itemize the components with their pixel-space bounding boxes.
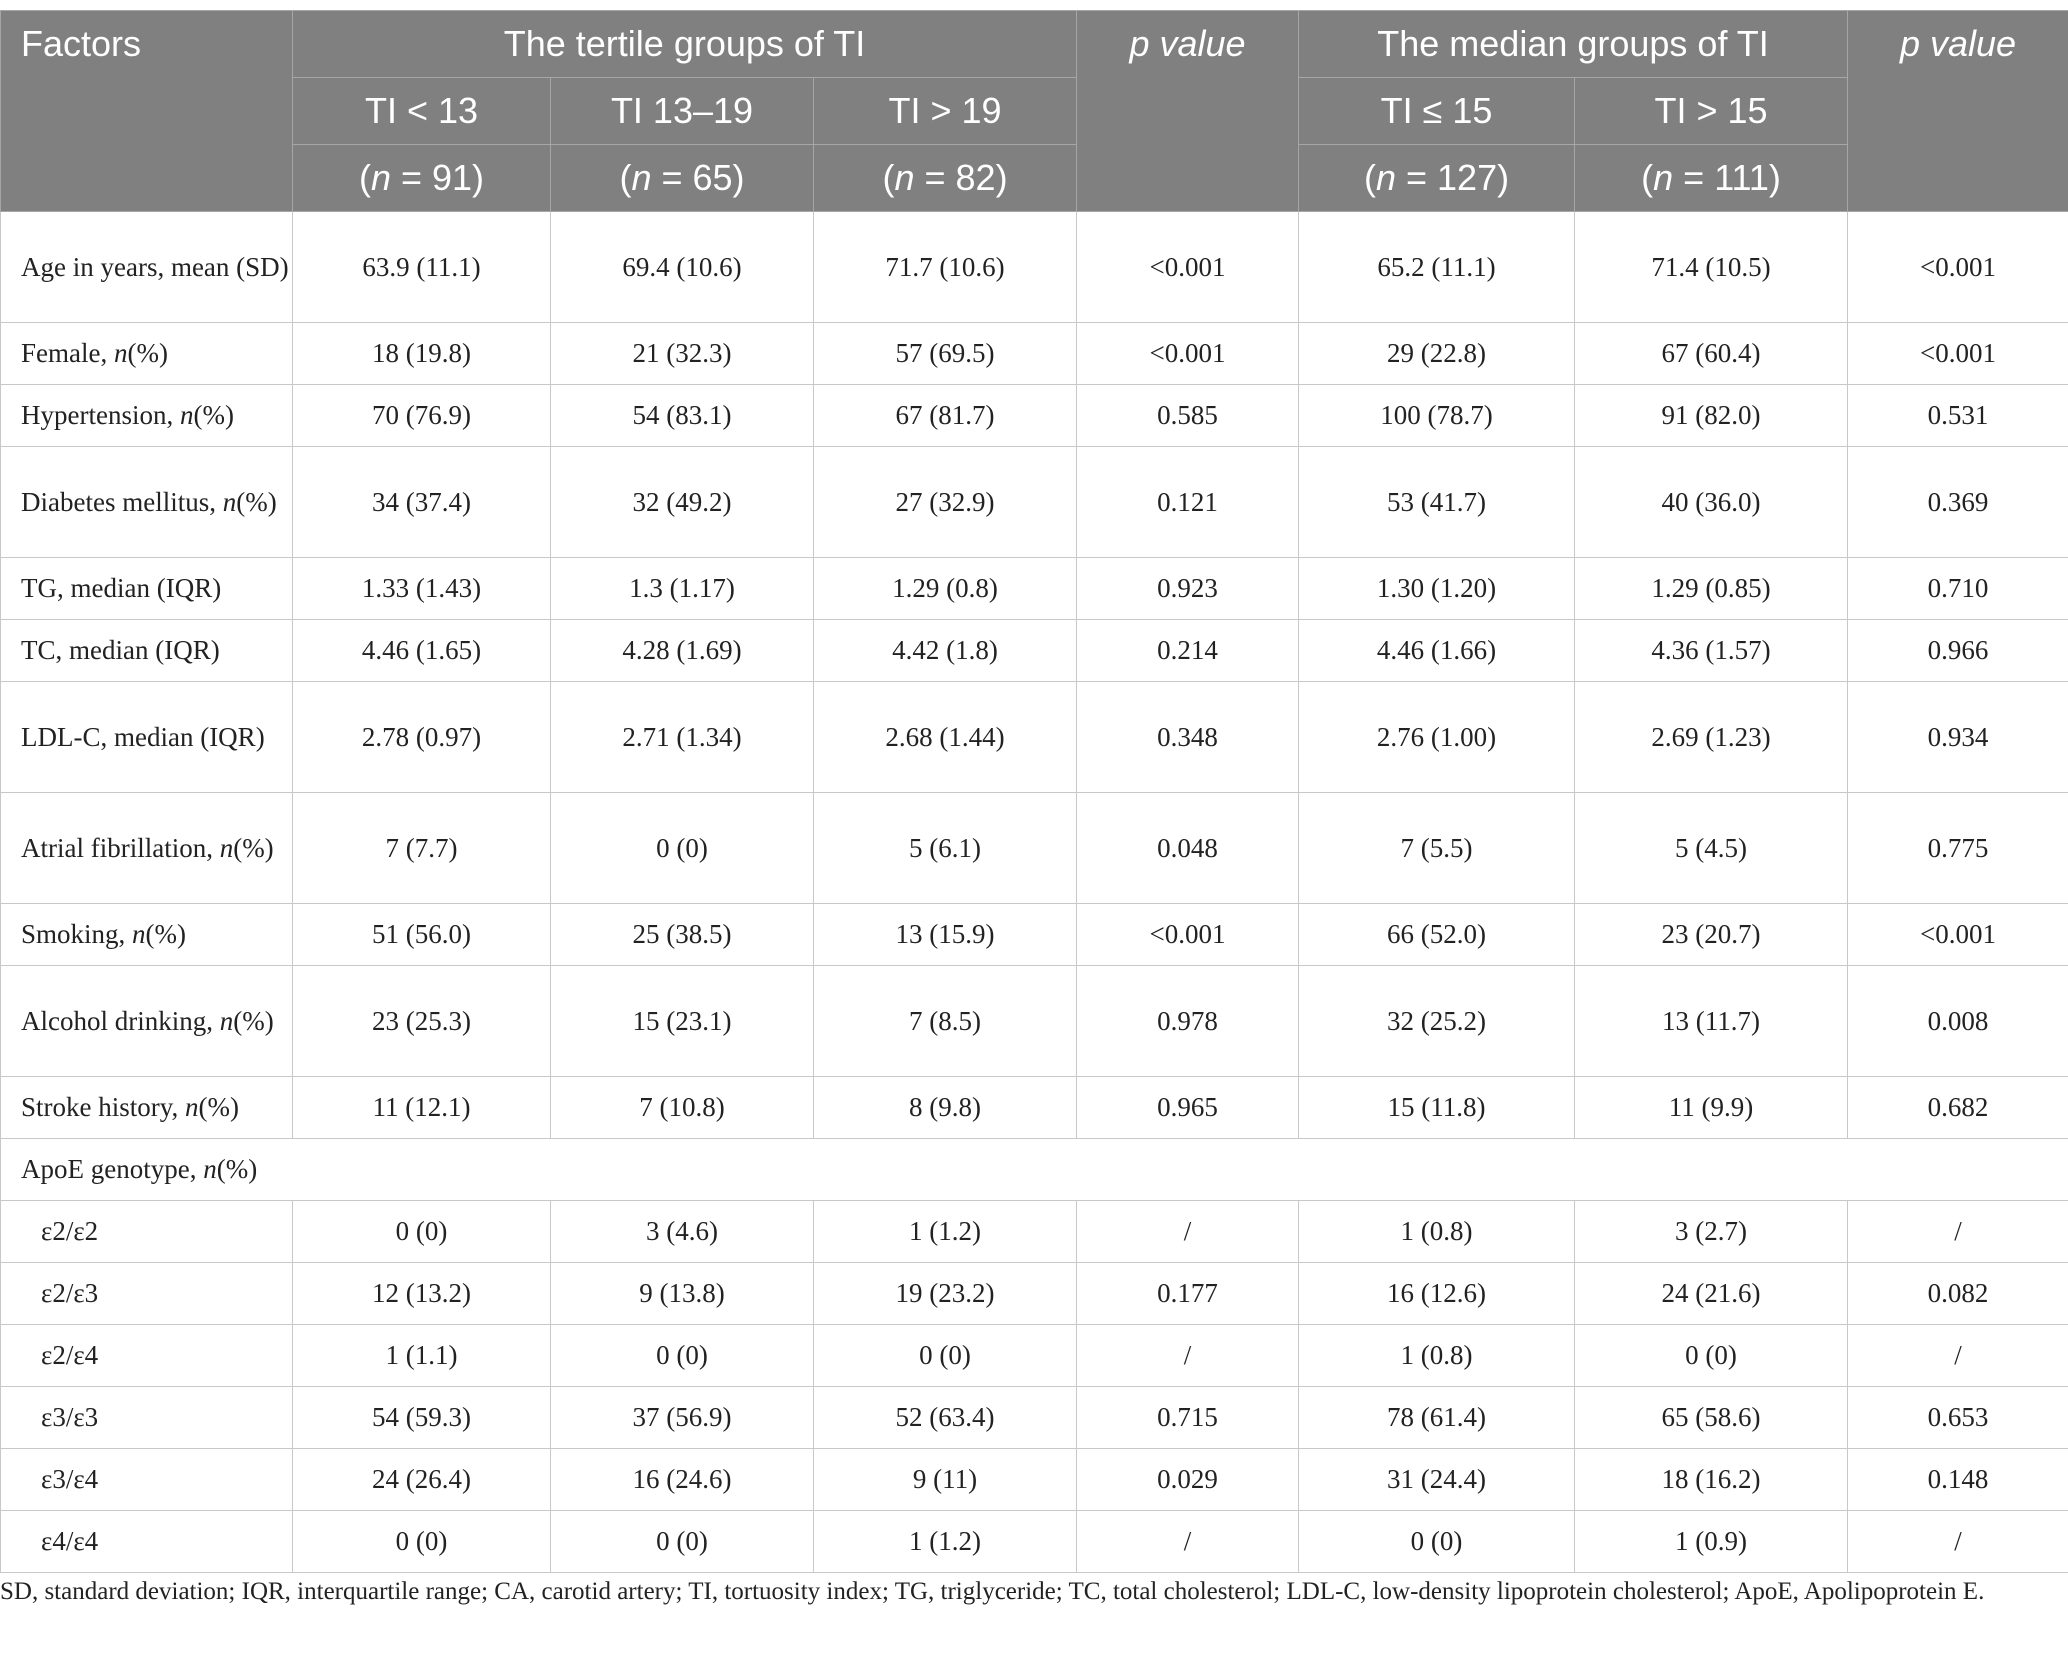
value-cell: 7 (10.8) [551, 1077, 814, 1139]
value-cell: 100 (78.7) [1299, 385, 1575, 447]
value-cell: 4.46 (1.66) [1299, 620, 1575, 682]
header-p-value-median [1848, 11, 2068, 212]
header-tertile-col-3: TI > 19 [814, 78, 1077, 145]
value-cell: 1.29 (0.85) [1575, 558, 1848, 620]
header-median-n-2: (n = 111) [1575, 145, 1848, 212]
value-cell: 11 (9.9) [1575, 1077, 1848, 1139]
value-cell: 13 (11.7) [1575, 966, 1848, 1077]
value-cell: 4.28 (1.69) [551, 620, 814, 682]
value-cell: 19 (23.2) [814, 1263, 1077, 1325]
value-cell: 2.69 (1.23) [1575, 682, 1848, 793]
table-row [1, 447, 2068, 558]
row-label: LDL-C, median (IQR) [1, 682, 293, 793]
value-cell: 15 (11.8) [1299, 1077, 1575, 1139]
value-cell: 37 (56.9) [551, 1387, 814, 1449]
value-cell: 24 (21.6) [1575, 1263, 1848, 1325]
value-cell: 8 (9.8) [814, 1077, 1077, 1139]
value-cell: 0 (0) [814, 1325, 1077, 1387]
p-value-cell: 0.348 [1077, 682, 1299, 793]
value-cell: 7 (7.7) [293, 793, 551, 904]
p-value-cell: 0.715 [1077, 1387, 1299, 1449]
value-cell: 1 (0.8) [1299, 1201, 1575, 1263]
value-cell: 66 (52.0) [1299, 904, 1575, 966]
p-value-cell: 0.148 [1848, 1449, 2068, 1511]
p-value-cell: 0.369 [1848, 447, 2068, 558]
header-tertile-groups: The tertile groups of TI [293, 11, 1077, 78]
value-cell: 1 (1.2) [814, 1201, 1077, 1263]
p-value-cell: 0.965 [1077, 1077, 1299, 1139]
value-cell: 7 (5.5) [1299, 793, 1575, 904]
row-label: ε2/ε2 [1, 1201, 293, 1263]
value-cell: 4.36 (1.57) [1575, 620, 1848, 682]
value-cell: 1 (1.1) [293, 1325, 551, 1387]
table-footnote: SD, standard deviation; IQR, interquartile range; CA, carotid artery; TI, tortuosity index; TG, triglyceride; TC, total cholesterol; LDL-C, low-density lipoprotein cholesterol; ApoE, Apolipoprotein E. [0, 1578, 1985, 1605]
value-cell: 40 (36.0) [1575, 447, 1848, 558]
p-value-cell: 0.177 [1077, 1263, 1299, 1325]
p-value-cell: / [1077, 1201, 1299, 1263]
value-cell: 2.76 (1.00) [1299, 682, 1575, 793]
p-value-cell: 0.048 [1077, 793, 1299, 904]
p-value-cell: 0.978 [1077, 966, 1299, 1077]
value-cell: 1.3 (1.17) [551, 558, 814, 620]
value-cell: 71.7 (10.6) [814, 212, 1077, 323]
row-label: ε4/ε4 [1, 1511, 293, 1573]
value-cell: 7 (8.5) [814, 966, 1077, 1077]
value-cell: 0 (0) [293, 1201, 551, 1263]
p-value-cell: / [1077, 1325, 1299, 1387]
value-cell: 21 (32.3) [551, 323, 814, 385]
value-cell: 16 (12.6) [1299, 1263, 1575, 1325]
value-cell: 54 (83.1) [551, 385, 814, 447]
value-cell: 52 (63.4) [814, 1387, 1077, 1449]
value-cell: 23 (25.3) [293, 966, 551, 1077]
value-cell: 57 (69.5) [814, 323, 1077, 385]
p-value-cell: 0.653 [1848, 1387, 2068, 1449]
value-cell: 0 (0) [551, 1511, 814, 1573]
value-cell: 78 (61.4) [1299, 1387, 1575, 1449]
table-row [1, 966, 2068, 1077]
value-cell: 2.71 (1.34) [551, 682, 814, 793]
value-cell: 1 (1.2) [814, 1511, 1077, 1573]
p-value-cell: 0.121 [1077, 447, 1299, 558]
p-value-cell: / [1848, 1511, 2068, 1573]
row-label: ε3/ε3 [1, 1387, 293, 1449]
p-value-cell: <0.001 [1848, 323, 2068, 385]
value-cell: 25 (38.5) [551, 904, 814, 966]
p-value-cell: 0.029 [1077, 1449, 1299, 1511]
value-cell: 9 (13.8) [551, 1263, 814, 1325]
value-cell: 5 (4.5) [1575, 793, 1848, 904]
p-value-cell: / [1848, 1201, 2068, 1263]
row-label: Diabetes mellitus, n(%) [1, 447, 293, 558]
table-row [1, 212, 2068, 323]
table-row [1, 904, 2068, 966]
value-cell: 54 (59.3) [293, 1387, 551, 1449]
header-tertile-col-2: TI 13–19 [551, 78, 814, 145]
value-cell: 9 (11) [814, 1449, 1077, 1511]
value-cell: 65.2 (11.1) [1299, 212, 1575, 323]
value-cell: 67 (81.7) [814, 385, 1077, 447]
value-cell: 15 (23.1) [551, 966, 814, 1077]
p-value-cell: 0.214 [1077, 620, 1299, 682]
value-cell: 23 (20.7) [1575, 904, 1848, 966]
header-median-col-2: TI > 15 [1575, 78, 1848, 145]
table-row [1, 1139, 2068, 1201]
table-row [1, 1077, 2068, 1139]
value-cell: 12 (13.2) [293, 1263, 551, 1325]
p-value-cell: <0.001 [1848, 904, 2068, 966]
p-value-cell: 0.775 [1848, 793, 2068, 904]
table-row [1, 1511, 2068, 1573]
p-value-cell: <0.001 [1077, 323, 1299, 385]
value-cell: 13 (15.9) [814, 904, 1077, 966]
table-row [1, 558, 2068, 620]
row-label: Alcohol drinking, n(%) [1, 966, 293, 1077]
row-label: TG, median (IQR) [1, 558, 293, 620]
row-label: Female, n(%) [1, 323, 293, 385]
value-cell: 4.46 (1.65) [293, 620, 551, 682]
table-row [1, 1263, 2068, 1325]
value-cell: 1 (0.8) [1299, 1325, 1575, 1387]
header-median-col-1: TI ≤ 15 [1299, 78, 1575, 145]
value-cell: 69.4 (10.6) [551, 212, 814, 323]
p-value-label: p value [1129, 23, 1246, 64]
value-cell: 70 (76.9) [293, 385, 551, 447]
value-cell: 34 (37.4) [293, 447, 551, 558]
table-row [1, 793, 2068, 904]
category-label: ApoE genotype, n(%) [1, 1139, 2068, 1201]
table-header [1, 11, 2068, 212]
value-cell: 2.78 (0.97) [293, 682, 551, 793]
table-row [1, 1449, 2068, 1511]
header-median-groups: The median groups of TI [1299, 11, 1848, 78]
p-value-cell: 0.966 [1848, 620, 2068, 682]
value-cell: 67 (60.4) [1575, 323, 1848, 385]
p-value-label: p value [1899, 23, 2017, 64]
value-cell: 31 (24.4) [1299, 1449, 1575, 1511]
header-tertile-n-1: (n = 91) [293, 145, 551, 212]
value-cell: 0 (0) [293, 1511, 551, 1573]
header-p-value-tertile [1077, 11, 1299, 212]
value-cell: 3 (4.6) [551, 1201, 814, 1263]
row-label: ε3/ε4 [1, 1449, 293, 1511]
header-median-n-1: (n = 127) [1299, 145, 1575, 212]
value-cell: 53 (41.7) [1299, 447, 1575, 558]
p-value-cell: 0.585 [1077, 385, 1299, 447]
p-value-cell: / [1848, 1325, 2068, 1387]
value-cell: 0 (0) [551, 1325, 814, 1387]
header-tertile-n-2: (n = 65) [551, 145, 814, 212]
value-cell: 91 (82.0) [1575, 385, 1848, 447]
value-cell: 18 (16.2) [1575, 1449, 1848, 1511]
row-label: Atrial fibrillation, n(%) [1, 793, 293, 904]
value-cell: 71.4 (10.5) [1575, 212, 1848, 323]
value-cell: 16 (24.6) [551, 1449, 814, 1511]
value-cell: 63.9 (11.1) [293, 212, 551, 323]
value-cell: 1.30 (1.20) [1299, 558, 1575, 620]
row-label: Hypertension, n(%) [1, 385, 293, 447]
value-cell: 0 (0) [551, 793, 814, 904]
value-cell: 65 (58.6) [1575, 1387, 1848, 1449]
p-value-cell: <0.001 [1077, 212, 1299, 323]
baseline-characteristics-table [0, 10, 2068, 1573]
p-value-cell: 0.923 [1077, 558, 1299, 620]
value-cell: 1.33 (1.43) [293, 558, 551, 620]
table-row [1, 1387, 2068, 1449]
row-label: Smoking, n(%) [1, 904, 293, 966]
value-cell: 5 (6.1) [814, 793, 1077, 904]
value-cell: 2.68 (1.44) [814, 682, 1077, 793]
value-cell: 27 (32.9) [814, 447, 1077, 558]
table-row [1, 1325, 2068, 1387]
header-tertile-n-3: (n = 82) [814, 145, 1077, 212]
row-label: Stroke history, n(%) [1, 1077, 293, 1139]
value-cell: 0 (0) [1575, 1325, 1848, 1387]
header-tertile-col-1: TI < 13 [293, 78, 551, 145]
row-label: TC, median (IQR) [1, 620, 293, 682]
table-row [1, 682, 2068, 793]
p-value-cell: <0.001 [1848, 212, 2068, 323]
value-cell: 0 (0) [1299, 1511, 1575, 1573]
value-cell: 32 (25.2) [1299, 966, 1575, 1077]
table-row [1, 323, 2068, 385]
p-value-cell: 0.710 [1848, 558, 2068, 620]
p-value-cell: <0.001 [1077, 904, 1299, 966]
value-cell: 3 (2.7) [1575, 1201, 1848, 1263]
row-label: ε2/ε3 [1, 1263, 293, 1325]
value-cell: 4.42 (1.8) [814, 620, 1077, 682]
value-cell: 29 (22.8) [1299, 323, 1575, 385]
p-value-cell: 0.934 [1848, 682, 2068, 793]
table-body [1, 212, 2068, 1573]
value-cell: 1.29 (0.8) [814, 558, 1077, 620]
table-row [1, 1201, 2068, 1263]
header-factors: Factors [1, 11, 293, 212]
table-row [1, 620, 2068, 682]
p-value-cell: 0.682 [1848, 1077, 2068, 1139]
value-cell: 51 (56.0) [293, 904, 551, 966]
p-value-cell: 0.008 [1848, 966, 2068, 1077]
value-cell: 1 (0.9) [1575, 1511, 1848, 1573]
value-cell: 11 (12.1) [293, 1077, 551, 1139]
p-value-cell: 0.082 [1848, 1263, 2068, 1325]
row-label: ε2/ε4 [1, 1325, 293, 1387]
value-cell: 24 (26.4) [293, 1449, 551, 1511]
value-cell: 32 (49.2) [551, 447, 814, 558]
table-row [1, 385, 2068, 447]
value-cell: 18 (19.8) [293, 323, 551, 385]
p-value-cell: / [1077, 1511, 1299, 1573]
row-label: Age in years, mean (SD) [1, 212, 293, 323]
p-value-cell: 0.531 [1848, 385, 2068, 447]
